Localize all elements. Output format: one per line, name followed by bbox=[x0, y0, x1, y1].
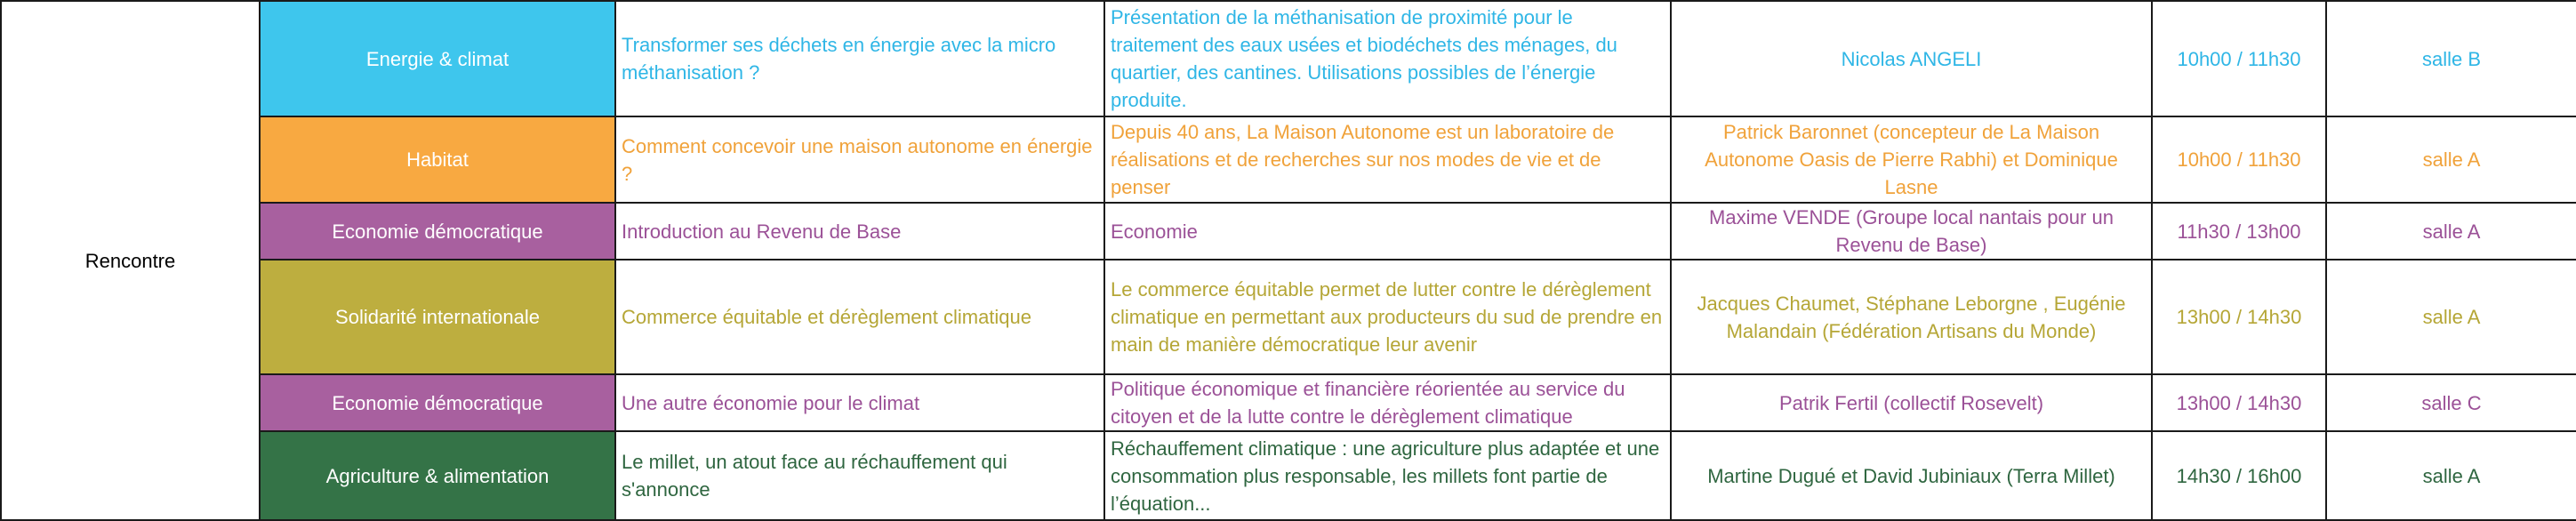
time-cell: 10h00 / 11h30 bbox=[2152, 116, 2326, 203]
table-row bbox=[1, 116, 2576, 203]
theme-cell: Solidarité internationale bbox=[260, 260, 615, 374]
table-row bbox=[1, 374, 2576, 431]
room-cell: salle A bbox=[2326, 116, 2576, 203]
table-row bbox=[1, 1, 2576, 116]
title-cell: Comment concevoir une maison autonome en énergie ? bbox=[615, 116, 1104, 203]
theme-cell: Habitat bbox=[260, 116, 615, 203]
speaker-cell: Patrick Baronnet (concepteur de La Maison Autonome Oasis de Pierre Rabhi) et Dominique Lasne bbox=[1671, 116, 2152, 203]
table-row bbox=[1, 203, 2576, 260]
title-cell: Introduction au Revenu de Base bbox=[615, 203, 1104, 260]
table-row bbox=[1, 260, 2576, 374]
description-cell: Depuis 40 ans, La Maison Autonome est un laboratoire de réalisations et de recherches sur nos modes de vie et de penser bbox=[1104, 116, 1671, 203]
time-cell: 14h30 / 16h00 bbox=[2152, 431, 2326, 520]
theme-cell: Economie démocratique bbox=[260, 374, 615, 431]
time-cell: 10h00 / 11h30 bbox=[2152, 1, 2326, 116]
description-cell: Réchauffement climatique : une agriculture plus adaptée et une consommation plus responsable, les millets font partie de l’équation... bbox=[1104, 431, 1671, 520]
theme-cell: Energie & climat bbox=[260, 1, 615, 116]
theme-cell: Agriculture & alimentation bbox=[260, 431, 615, 520]
speaker-cell: Patrik Fertil (collectif Rosevelt) bbox=[1671, 374, 2152, 431]
description-cell: Présentation de la méthanisation de proximité pour le traitement des eaux usées et biodéchets des ménages, du quartier, des cantines. Utilisations possibles de l’énergie produite. bbox=[1104, 1, 1671, 116]
room-cell: salle A bbox=[2326, 431, 2576, 520]
room-cell: salle A bbox=[2326, 203, 2576, 260]
speaker-cell: Maxime VENDE (Groupe local nantais pour un Revenu de Base) bbox=[1671, 203, 2152, 260]
time-cell: 13h00 / 14h30 bbox=[2152, 260, 2326, 374]
title-cell: Le millet, un atout face au réchauffement qui s'annonce bbox=[615, 431, 1104, 520]
theme-cell: Economie démocratique bbox=[260, 203, 615, 260]
title-cell: Une autre économie pour le climat bbox=[615, 374, 1104, 431]
table-row bbox=[1, 431, 2576, 520]
room-cell: salle C bbox=[2326, 374, 2576, 431]
section-label: Rencontre bbox=[1, 1, 260, 520]
speaker-cell: Jacques Chaumet, Stéphane Leborgne , Eugénie Malandain (Fédération Artisans du Monde) bbox=[1671, 260, 2152, 374]
title-cell: Commerce équitable et dérèglement climatique bbox=[615, 260, 1104, 374]
room-cell: salle B bbox=[2326, 1, 2576, 116]
description-cell: Le commerce équitable permet de lutter contre le dérèglement climatique en permettant aux producteurs du sud de prendre en main de manière démocratique leur avenir bbox=[1104, 260, 1671, 374]
time-cell: 11h30 / 13h00 bbox=[2152, 203, 2326, 260]
description-cell: Politique économique et financière réorientée au service du citoyen et de la lutte contre le dérèglement climatique bbox=[1104, 374, 1671, 431]
room-cell: salle A bbox=[2326, 260, 2576, 374]
title-cell: Transformer ses déchets en énergie avec la micro méthanisation ? bbox=[615, 1, 1104, 116]
time-cell: 13h00 / 14h30 bbox=[2152, 374, 2326, 431]
speaker-cell: Martine Dugué et David Jubiniaux (Terra Millet) bbox=[1671, 431, 2152, 520]
description-cell: Economie bbox=[1104, 203, 1671, 260]
schedule-rows bbox=[1, 1, 2576, 520]
speaker-cell: Nicolas ANGELI bbox=[1671, 1, 2152, 116]
